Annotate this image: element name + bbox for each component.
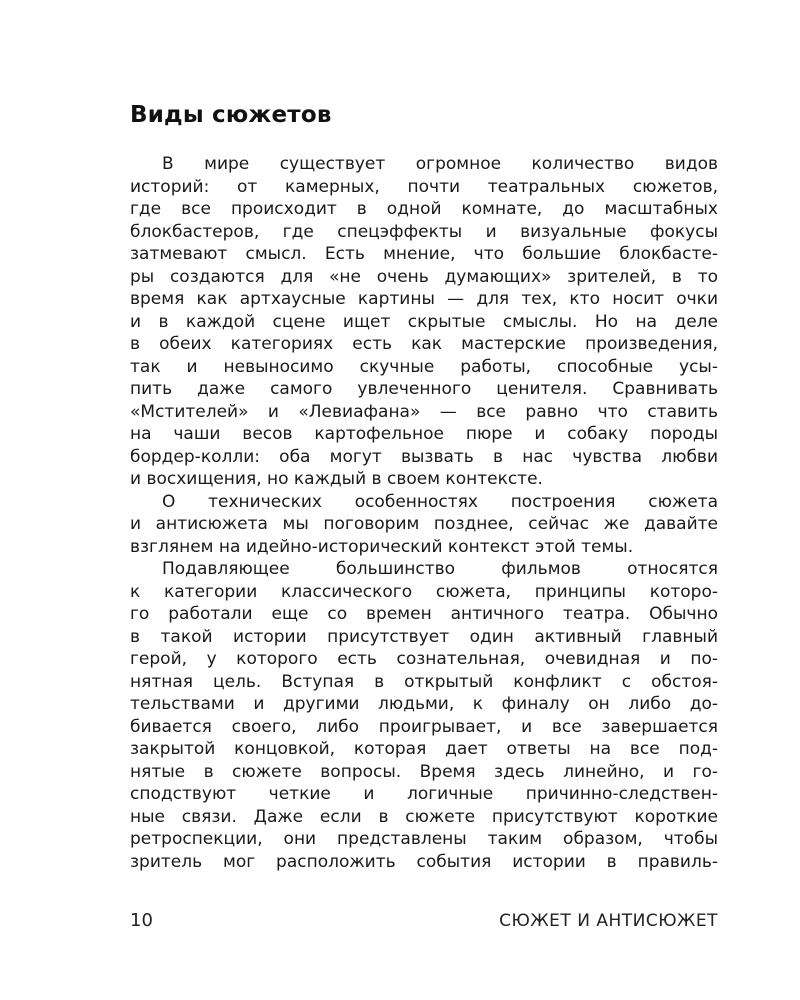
page-number: 10 bbox=[130, 910, 153, 931]
text-line: где все происходит в одной комнате, до масштабных bbox=[130, 199, 718, 219]
text-line: герой, у которого есть сознательная, очевидная и по- bbox=[130, 649, 718, 669]
text-line: пить даже самого увлеченного ценителя. Сравнивать bbox=[130, 379, 718, 399]
text-line: Подавляющее большинство фильмов относятся bbox=[162, 559, 718, 579]
running-title: СЮЖЕТ И АНТИСЮЖЕТ bbox=[499, 911, 718, 931]
text-line: В мире существует огромное количество видов bbox=[162, 154, 718, 174]
text-line: на чаши весов картофельное пюре и собаку породы bbox=[130, 424, 718, 444]
text-line: ретроспекции, они представлены таким образом, чтобы bbox=[130, 829, 718, 849]
text-line: О технических особенностях построения сюжета bbox=[162, 491, 718, 512]
text-line: блокбастеров, где спецэффекты и визуальные фокусы bbox=[130, 221, 718, 242]
text-line: историй: от камерных, почти театральных сюжетов, bbox=[130, 176, 718, 197]
text-line: нятная цель. Вступая в открытый конфликт с обстоя- bbox=[130, 671, 718, 692]
text-line: взглянем на идейно-исторический контекст этой темы. bbox=[130, 536, 634, 557]
text-line: так и невыносимо скучные работы, способные усы- bbox=[130, 356, 718, 377]
text-line: «Мстителей» и «Левиафана» — все равно что ставить bbox=[130, 401, 718, 422]
text-line: к категории классического сюжета, принципы которо- bbox=[130, 581, 718, 602]
text-line: и антисюжета мы поговорим позднее, сейчас же давайте bbox=[130, 514, 718, 534]
text-line: бордер-колли: оба могут вызвать в нас чувства любви bbox=[130, 446, 718, 467]
text-line: бивается своего, либо проигрывает, и все завершается bbox=[130, 716, 718, 737]
text-line: ры создаются для «не очень думающих» зрителей, в то bbox=[130, 266, 718, 287]
text-line: и в каждой сцене ищет скрытые смыслы. Но на деле bbox=[130, 311, 718, 332]
text-line: в обеих категориях есть как мастерские произведения, bbox=[130, 334, 718, 354]
text-line: в такой истории присутствует один активный главный bbox=[130, 626, 718, 647]
section-heading: Виды сюжетов bbox=[130, 102, 332, 128]
body-text bbox=[130, 153, 718, 873]
text-line: закрытой концовкой, которая дает ответы на все под- bbox=[130, 739, 718, 759]
text-line: сподствуют четкие и логичные причинно-следствен- bbox=[130, 784, 718, 804]
text-line: затмевают смысл. Есть мнение, что большие блокбасте- bbox=[130, 244, 718, 264]
text-line: ные связи. Даже если в сюжете присутствуют короткие bbox=[130, 806, 718, 827]
text-line: го работали еще со времен античного театра. Обычно bbox=[130, 604, 718, 624]
text-line: зритель мог расположить события истории в правиль- bbox=[130, 851, 718, 872]
text-line: тельствами и другими людьми, к финалу он либо до- bbox=[130, 694, 718, 714]
text-line: время как артхаусные картины — для тех, кто носит очки bbox=[130, 289, 718, 309]
text-line: нятые в сюжете вопросы. Время здесь линейно, и го- bbox=[130, 761, 718, 782]
text-line: и восхищения, но каждый в своем контексте. bbox=[130, 469, 543, 489]
